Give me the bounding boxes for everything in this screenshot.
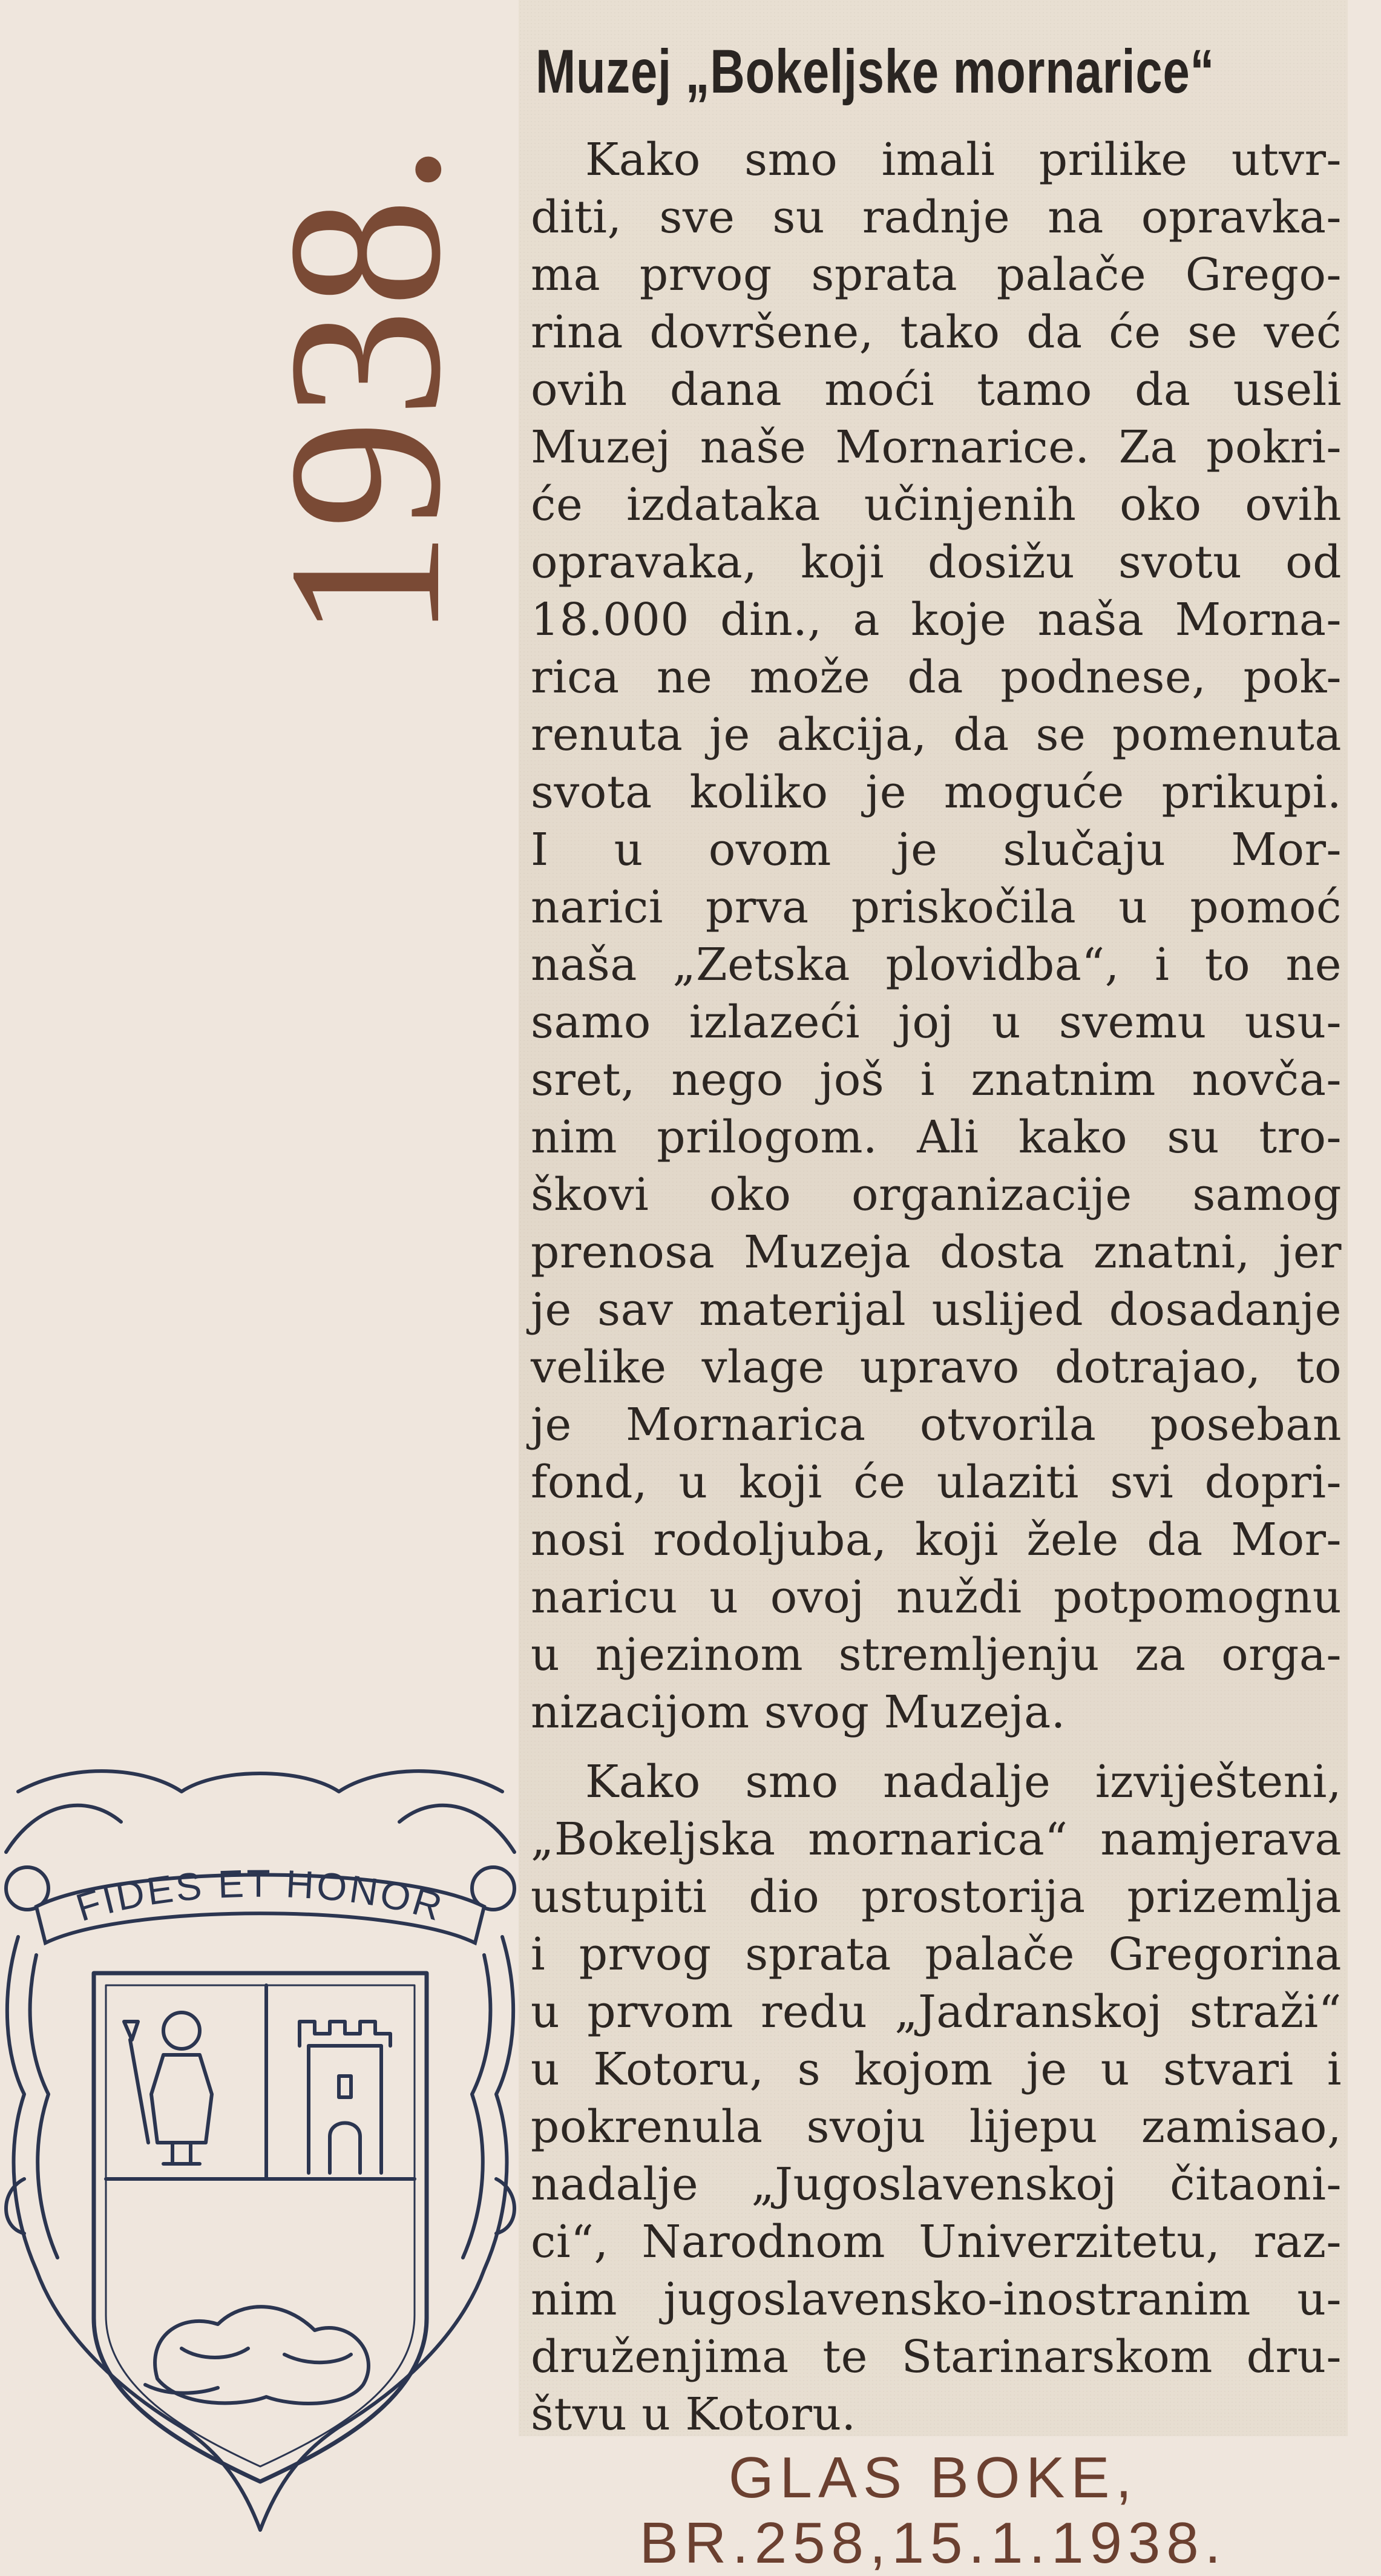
article-line: ma prvog sprata palače Grego- — [531, 249, 1342, 301]
article-headline: Muzej „Bokeljske mornarice“ — [536, 37, 1215, 106]
article-line: nim jugoslavensko-inostranim u- — [531, 2273, 1342, 2325]
article-line: štvu u Kotoru. — [531, 2388, 856, 2440]
article-line: samo izlazeći joj u svemu usu- — [531, 996, 1342, 1048]
crest-motto: FIDES ET HONOR — [71, 1861, 450, 1930]
article-line: u prvom redu „Jadranskoj straži“ — [531, 1986, 1342, 2038]
article-line: Kako smo nadalje izviješteni, — [585, 1756, 1342, 1808]
caption-line-1: GLAS BOKE, — [728, 2445, 1138, 2510]
article-line: svota koliko je moguće prikupi. — [531, 766, 1342, 818]
article-line: sret, nego još i znatnim novča- — [531, 1054, 1342, 1106]
article-line: rica ne može da podnese, pok- — [531, 651, 1342, 703]
article-line: pokrenula svoju lijepu zamisao, — [531, 2101, 1342, 2153]
year-text: 1938. — [243, 140, 486, 640]
article-line: prenosa Muzeja dosta znatni, jer — [531, 1226, 1342, 1278]
article-line: velike vlage upravo dotrajao, to — [531, 1341, 1342, 1393]
article-paragraph-2 — [531, 1753, 1348, 2443]
coat-of-arms-emblem — [0, 1755, 520, 2566]
article-line: u Kotoru, s kojom je u stvari i — [531, 2043, 1342, 2095]
caption-line-2: BR.258,15.1.1938. — [639, 2511, 1227, 2575]
year-banner — [243, 88, 486, 693]
article-line: je Mornarica otvorila poseban — [531, 1399, 1342, 1451]
article-line: Muzej naše Mornarice. Za pokri- — [531, 421, 1342, 473]
article-line: Kako smo imali prilike utvr- — [585, 134, 1342, 186]
article-line: 18.000 din., a koje naša Morna- — [531, 594, 1342, 646]
article-line: naricu u ovoj nuždi potpomognu — [531, 1571, 1342, 1623]
article-line: narici prva priskočila u pomoć — [531, 881, 1342, 933]
article-line: ustupiti dio prostorija prizemlja — [531, 1871, 1342, 1923]
article-line: rina dovršene, tako da će se već — [531, 306, 1342, 358]
article-line: ovih dana moći tamo da useli — [531, 364, 1342, 416]
article-line: i prvog sprata palače Gregorina — [531, 1928, 1342, 1980]
source-caption — [519, 2445, 1348, 2576]
article-line: „Bokeljska mornarica“ namjerava — [531, 1813, 1342, 1865]
article-line: fond, u koji će ulaziti svi dopri- — [531, 1456, 1342, 1508]
article-line: I u ovom je slučaju Mor- — [531, 824, 1342, 876]
article-line: nizacijom svog Muzeja. — [531, 1686, 1066, 1738]
article-line: u njezinom stremljenju za orga- — [531, 1629, 1342, 1681]
article-line: nim prilogom. Ali kako su tro- — [531, 1111, 1342, 1163]
article-paragraph-1 — [531, 131, 1348, 1741]
article-line: škovi oko organizacije samog — [531, 1169, 1342, 1221]
article-line: druženjima te Starinarskom dru- — [531, 2331, 1342, 2383]
article-line: ci“, Narodnom Univerzitetu, raz- — [531, 2216, 1342, 2268]
article-line: naša „Zetska plovidba“, i to ne — [531, 939, 1342, 991]
article-line: renuta je akcija, da se pomenuta — [531, 709, 1342, 761]
article-line: opravaka, koji dosižu svotu od — [531, 536, 1342, 588]
article-line: nosi rodoljuba, koji žele da Mor- — [531, 1514, 1342, 1566]
article-line: nadalje „Jugoslavenskoj čitaoni- — [531, 2158, 1342, 2210]
article-line: je sav materijal uslijed dosadanje — [531, 1284, 1342, 1336]
newspaper-clipping — [519, 0, 1348, 2440]
article-line: diti, sve su radnje na opravka- — [531, 191, 1342, 243]
article-line: će izdataka učinjenih oko ovih — [531, 479, 1342, 531]
